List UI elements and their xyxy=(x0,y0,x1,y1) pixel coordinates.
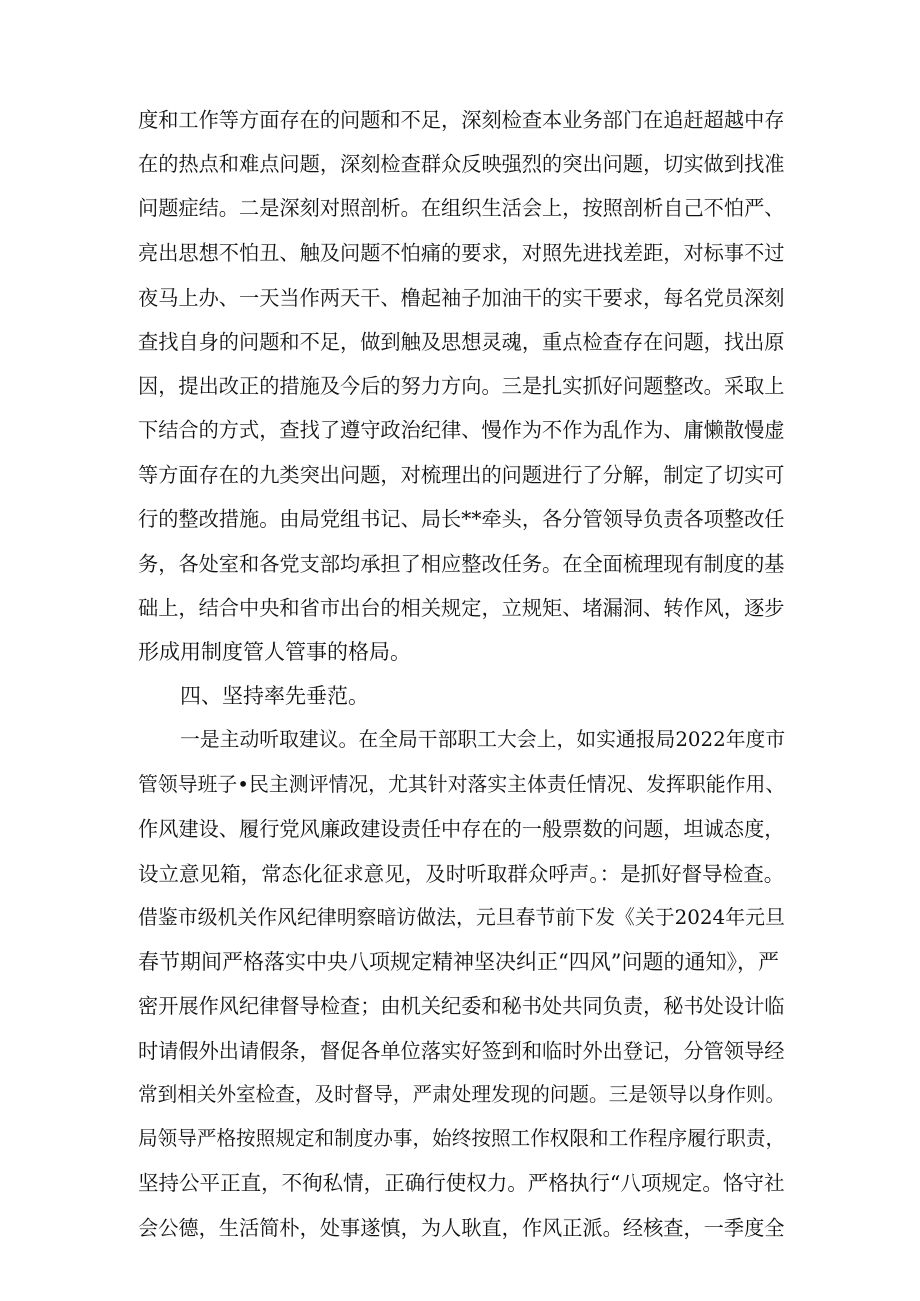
section-heading: 四、坚持率先垂范。 xyxy=(180,684,369,708)
paragraph-line: 局领导严格按照规定和制度办事，始终按照工作权限和工作程序履行职责， xyxy=(138,1127,786,1150)
paragraph-line: 行的整改措施。由局党组书记、局长**牵头，各分管领导负责各项整改任 xyxy=(138,507,785,531)
paragraph-line: 础上，结合中央和省市出台的相关规定，立规矩、堵漏洞、转作风，逐步 xyxy=(138,596,785,620)
paragraph-line: 借鉴市级机关作风纪律明察暗访做法，元旦春节前下发《关于2024年元旦 xyxy=(138,906,785,929)
paragraph-line: 春节期间严格落实中央八项规定精神坚决纠正“四风”问题的通知》，严 xyxy=(138,950,779,974)
paragraph-line: 务，各处室和各党支部均承担了相应整改任务。在全面梳理现有制度的基 xyxy=(138,552,785,576)
paragraph-line: 形成用制度管人管事的格局。 xyxy=(138,640,411,664)
paragraph-line: 常到相关外室检查，及时督导，严肃处理发现的问题。三是领导以身作则。 xyxy=(138,1083,786,1106)
paragraph-line: 亮出思想不怕丑、触及问题不怕痛的要求，对照先进找差距，对标事不过 xyxy=(138,241,785,265)
paragraph-line: 密开展作风纪律督导检查；由机关纪委和秘书处共同负责，秘书处设计临 xyxy=(138,994,785,1018)
paragraph-line: 下结合的方式，查找了遵守政治纪律、慢作为不作为乱作为、庸懒散慢虚 xyxy=(138,418,785,442)
paragraph-line: 查找自身的问题和不足，做到触及思想灵魂，重点检查存在问题，找出原 xyxy=(138,330,785,354)
paragraph-line: 时请假外出请假条，督促各单位落实好签到和临时外出登记，分管领导经 xyxy=(138,1039,785,1063)
paragraph-line: 在的热点和难点问题，深刻检查群众反映强烈的突出问题，切实做到找准 xyxy=(138,152,785,176)
paragraph-line: 管领导班子•民主测评情况，尤其针对落实主体责任情况、发挥职能作用、 xyxy=(138,773,786,796)
paragraph-line: 因，提出改正的措施及今后的努力方向。三是扎实抓好问题整改。采取上 xyxy=(138,374,785,398)
paragraph-line: 等方面存在的九类突出问题，对梳理出的问题进行了分解，制定了切实可 xyxy=(138,463,785,487)
paragraph-line: 坚持公平正直，不徇私情，正确行使权力。严格执行“八项规定。恪守社 xyxy=(138,1171,785,1195)
paragraph-line: 设立意见箱，常态化征求意见，及时听取群众呼声。：是抓好督导检查。 xyxy=(138,862,785,886)
paragraph-line: 夜马上办、一天当作两天干、橹起袖子加油干的实干要求，每名党员深刻 xyxy=(138,286,785,310)
paragraph-line: 作风建设、履行党风廉政建设责任中存在的一般票数的问题，坦诚态度， xyxy=(138,817,785,841)
paragraph-line: 问题症结。二是深刻对照剖析。在组织生活会上，按照剖析自己不怕严、 xyxy=(138,196,785,220)
paragraph-line: 会公德，生活简朴，处事遂慎，为人耿直，作风正派。经核查，一季度全 xyxy=(138,1216,785,1240)
paragraph-line: 一是主动听取建议。在全局干部职工大会上，如实通报局2022年度市 xyxy=(180,728,786,751)
paragraph-line: 度和工作等方面存在的问题和不足，深刻检查本业务部门在追赶超越中存 xyxy=(138,108,785,132)
